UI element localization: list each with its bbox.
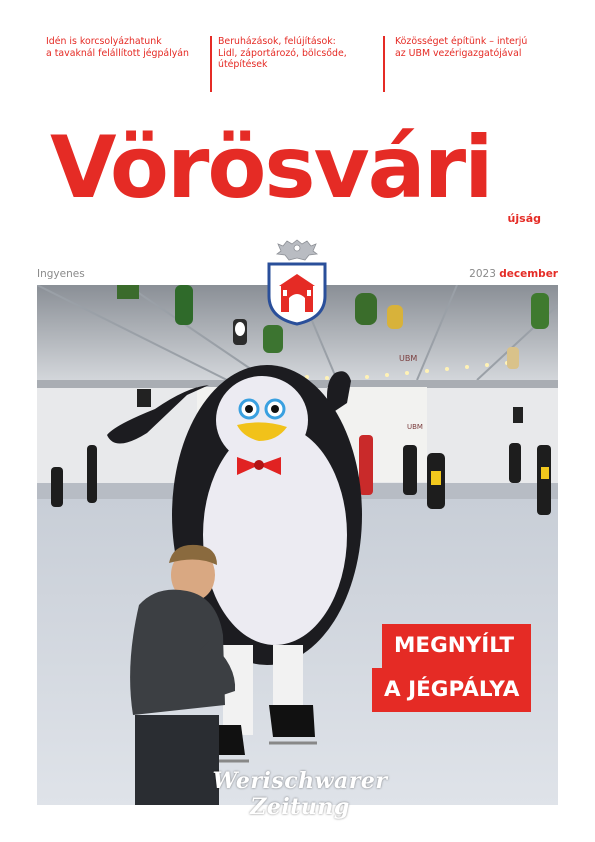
teaser-ice-rink[interactable] [46, 36, 196, 59]
teaser-line: Lidl, záportározó, bölcsőde, [218, 47, 347, 59]
teaser-line: Beruházások, felújítások: [218, 36, 336, 47]
issue-month: december [499, 268, 558, 280]
teaser-line: Közösséget építünk – interjú [395, 36, 528, 47]
cover-headline[interactable] [372, 624, 531, 712]
tent-sign: UBM [399, 354, 418, 363]
tent-sign: UBM [407, 423, 423, 431]
teaser-line: az UBM vezérigazgatójával [395, 47, 522, 59]
german-edition-logo: Werischwarer Zeitung [212, 768, 388, 820]
masthead-subtitle: újság [507, 212, 541, 225]
issue-date [469, 268, 558, 280]
teaser-interview[interactable] [383, 36, 565, 92]
issue-year: 2023 [469, 268, 496, 280]
teaser-line: a tavaknál felállított jégpályán [46, 47, 189, 59]
town-coat-of-arms-icon [265, 234, 329, 326]
cover-photo [37, 285, 558, 805]
headline-line-2: A JÉGPÁLYA [372, 668, 531, 712]
teaser-investments[interactable] [210, 36, 378, 92]
price-label: Ingyenes [37, 268, 85, 280]
teaser-line: útépítések [218, 59, 268, 70]
headline-line-1: MEGNYÍLT [382, 624, 531, 668]
masthead-title: Vörösvári [50, 118, 492, 218]
teaser-line: Idén is korcsolyázhatunk [46, 36, 162, 47]
